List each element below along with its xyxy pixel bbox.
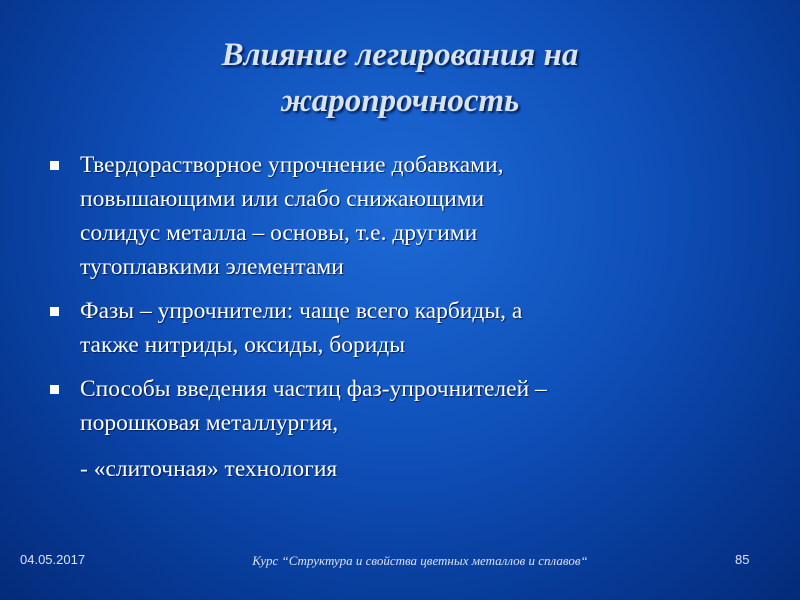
bullet-text-line: повышающими или слабо снижающими (80, 186, 485, 212)
bullet-text-line: тугоплавкими элементами (80, 254, 344, 280)
bullet-text-line: Твердорастворное упрочнение добавками, (80, 152, 504, 178)
bullet-text-line: порошковая металлургия, (80, 410, 339, 436)
bullet-item-solid-solution (48, 148, 748, 284)
footer-date: 04.05.2017 (20, 552, 86, 567)
footer-course-title: Курс “Структура и свойства цветных металлов и сплавов“ (252, 553, 588, 568)
square-bullet-icon (50, 385, 59, 394)
square-bullet-icon (50, 307, 59, 316)
footer-page-number: 85 (735, 552, 750, 567)
bullet-list (48, 148, 748, 486)
slide-title-line-2: жаропрочность (280, 83, 520, 119)
bullet-text-line: Фазы – упрочнители: чаще всего карбиды, а (80, 298, 523, 324)
bullet-text-line: Способы введения частиц фаз-упрочнителей – (80, 376, 547, 402)
bullet-item-strengthening-phases (48, 294, 748, 362)
square-bullet-icon (50, 161, 59, 170)
bullet-text-line: также нитриды, оксиды, бориды (80, 332, 406, 358)
slide-title (0, 32, 800, 124)
bullet-item-introduction-methods (48, 372, 748, 440)
bullet-text-line: солидус металла – основы, т.е. другими (80, 220, 478, 246)
slide-title-line-1: Влияние легирования на (221, 37, 579, 73)
sub-line-ingot-technology: - «слиточная» технология (80, 456, 338, 482)
